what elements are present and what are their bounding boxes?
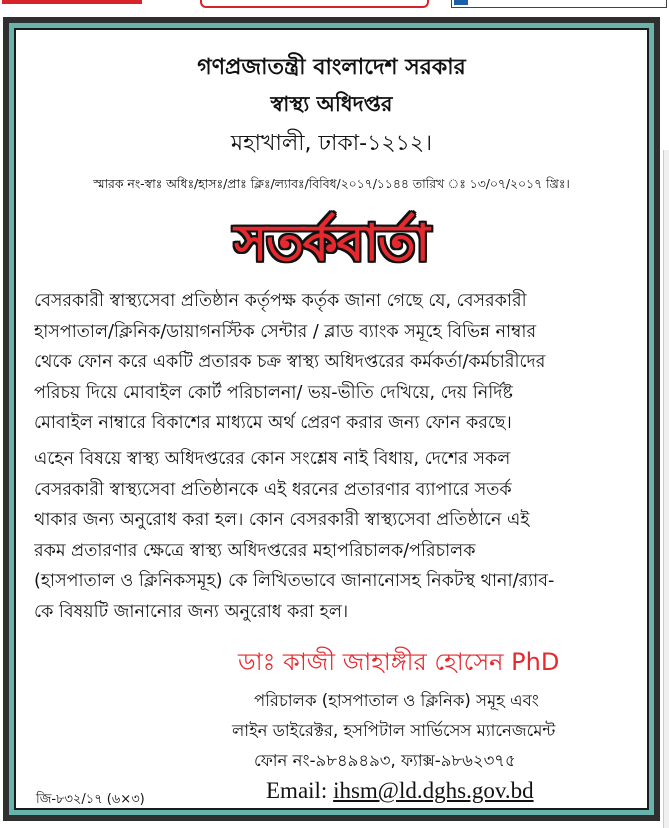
memo-reference-line: স্মারক নং-স্বাঃ অধিঃ/হাসঃ/প্রাঃ ক্লিঃ/ল্যাবঃ/বিবিধ/২০১৭/১১৪৪ তারিখ ঃ ১৩/০৭/২০১৭ খ্রিঃ। bbox=[93, 176, 570, 191]
ad-reference-code: জি-৮৩২/১৭ (৬×৩) bbox=[36, 792, 145, 807]
notice-body bbox=[16, 30, 647, 808]
department-title: স্বাস্থ্য অধিদপ্তর bbox=[270, 92, 393, 116]
paragraph-line: রকম প্রতারণার ক্ষেত্রে স্বাস্থ্য অধিদপ্তরের মহাপরিচালক/পরিচালক bbox=[34, 540, 476, 561]
top-blue-mark bbox=[454, 0, 468, 5]
government-title: গণপ্রজাতন্ত্রী বাংলাদেশ সরকার bbox=[197, 55, 466, 80]
paragraph-2 bbox=[34, 444, 634, 627]
email-line bbox=[266, 778, 534, 804]
paragraph-line: মোবাইল নাম্বারে বিকাশের মাধ্যমে অর্থ প্রেরণ করার জন্য ফোন করছে। bbox=[34, 413, 512, 433]
paragraph-line: বেসরকারী স্বাস্থ্যসেবা প্রতিষ্ঠানকে এই ধরনের প্রতারণার ব্যাপারে সতর্ক bbox=[34, 479, 512, 500]
paragraph-line: এহেন বিষয়ে স্বাস্থ্য অধিদপ্তরের কোন সংশ্লেষ নাই বিধায়, দেশের সকল bbox=[34, 449, 511, 469]
paragraph-line: থেকে ফোন করে একটি প্রতারক চক্র স্বাস্থ্য অধিদপ্তরের কর্মকর্তা/কর্মচারীদের bbox=[34, 352, 546, 372]
paragraph-line: (হাসপাতাল ও ক্লিনিকসমূহ) কে লিখিতভাবে জানানোসহ নিকটস্থ থানা/র‌্যাব- bbox=[34, 571, 555, 591]
email-link[interactable]: ihsm@ld.dghs.gov.bd bbox=[333, 778, 534, 803]
paragraph-1 bbox=[34, 286, 634, 439]
notice-frame bbox=[3, 17, 660, 821]
right-page-edge bbox=[663, 150, 669, 828]
email-label: Email: bbox=[266, 778, 328, 803]
paragraph-line: বেসরকারী স্বাস্থ্যসেবা প্রতিষ্ঠান কর্তৃপক্ষ কর্তৃক জানা গেছে যে, বেসরকারী bbox=[34, 291, 527, 311]
signatory-title-2: লাইন ডাইরেক্টর, হসপিটাল সার্ভিসেস ম্যানেজমেন্ট bbox=[232, 721, 556, 740]
top-adjacent-box bbox=[451, 0, 667, 8]
signatory-title-1: পরিচালক (হাসপাতাল ও ক্লিনিক) সমূহ এবং bbox=[254, 691, 539, 710]
signatory-name: ডাঃ কাজী জাহাঙ্গীর হোসেন PhD bbox=[238, 648, 560, 676]
top-cropped-strip bbox=[0, 0, 669, 16]
address-line: মহাখালী, ঢাকা-১২১২। bbox=[230, 131, 433, 156]
warning-title: সতর্কবার্তা bbox=[234, 214, 429, 272]
paragraph-line: থাকার জন্য অনুরোধ করা হল। কোন বেসরকারী স্বাস্থ্যসেবা প্রতিষ্ঠানে এই bbox=[34, 510, 530, 530]
top-red-box bbox=[200, 0, 429, 8]
paragraph-line: পরিচয় দিয়ে মোবাইল কোর্ট পরিচালনা/ ভয়-ভীতি দেখিয়ে, দেয় নির্দিষ্ট bbox=[34, 382, 513, 403]
paragraph-line: হাসপাতাল/ক্লিনিক/ডায়াগনস্টিক সেন্টার / ব্লাড ব্যাংক সমূহে বিভিন্ন নাম্বার bbox=[34, 321, 537, 342]
top-red-bar bbox=[2, 0, 142, 4]
paragraph-line: কে বিষয়টি জানানোর জন্য অনুরোধ করা হল। bbox=[34, 601, 349, 622]
contact-numbers: ফোন নং-৯৮৪৯৪৯৩, ফ্যাক্স-৯৮৬২৩৭৫ bbox=[254, 751, 516, 770]
teal-border bbox=[9, 23, 654, 815]
